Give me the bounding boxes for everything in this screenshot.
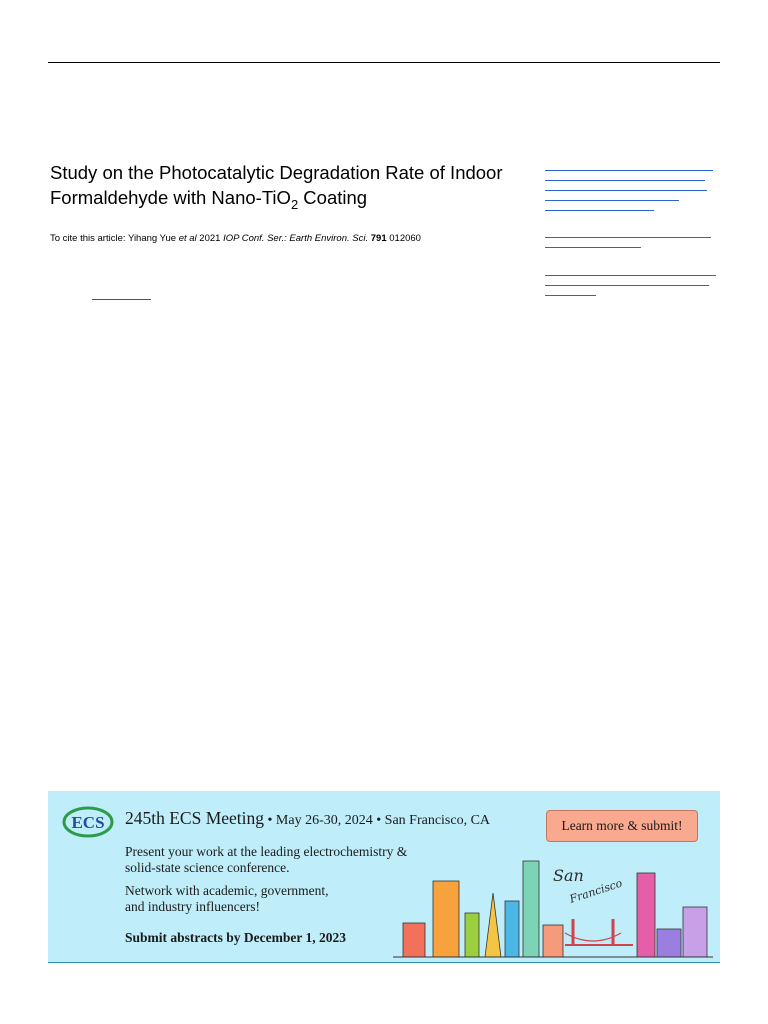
related-link-2[interactable] <box>545 237 720 257</box>
banner-description-2: Network with academic, government, and industry influencers! <box>125 883 329 914</box>
related-link-1[interactable] <box>545 170 720 220</box>
related-link-3[interactable] <box>545 275 720 305</box>
ecs-logo-icon <box>62 806 114 838</box>
ecs-meeting-ad-banner[interactable] <box>48 791 720 962</box>
learn-more-submit-button[interactable]: Learn more & submit! <box>546 810 698 842</box>
francisco-script-text: Francisco <box>567 876 624 906</box>
banner-description-1: Present your work at the leading electrochemistry & solid-state science conference. <box>125 844 408 875</box>
ecs-logo-text: ECS <box>71 813 105 832</box>
citation-line: To cite this article: Yihang Yue et al 2021 IOP Conf. Ser.: Earth Environ. Sci. 791 012060 <box>50 233 421 244</box>
abstract-deadline: Submit abstracts by December 1, 2023 <box>125 930 346 945</box>
san-francisco-skyline-illustration <box>393 853 713 959</box>
san-script-text: San <box>553 866 584 885</box>
header-rule <box>48 62 720 63</box>
banner-bottom-rule <box>48 962 720 963</box>
meeting-heading: 245th ECS Meeting • May 26-30, 2024 • San Francisco, CA <box>125 808 491 828</box>
article-title: Study on the Photocatalytic Degradation Rate of Indoor Formaldehyde with Nano-TiO$_2$ Coating <box>50 162 503 212</box>
view-article-link[interactable] <box>92 299 151 300</box>
